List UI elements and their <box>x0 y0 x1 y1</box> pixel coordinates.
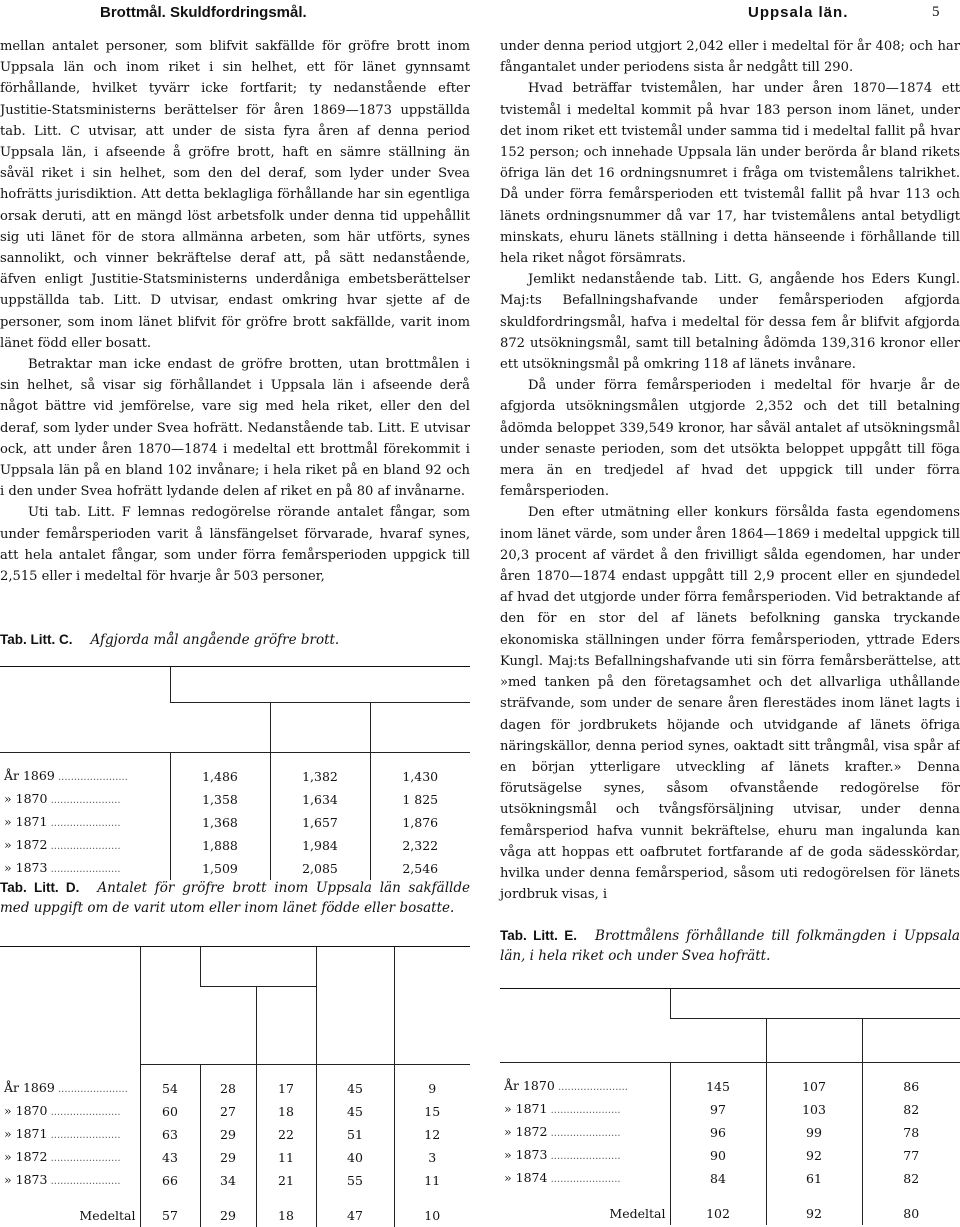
tab-d-total-cell: 47 <box>316 1204 394 1227</box>
tab-c-caption: Afgjorda mål angående gröfre brott. <box>90 632 340 648</box>
tab-c-row-year: » 1870 ...................... <box>4 790 121 806</box>
paragraph: mellan antalet personer, som blifvit sakfällde för gröfre brott inom Uppsala län och inom riket i sin helhet, ett för länet gynnsamt förhållande, hvilket tyvärr icke fortfarit; ty nedanstående efter Justitie-Statsministerns berättelser för åren 1869—1873 uppställda tab. Litt. C utvisar, att under de sista fyra åren af denna period Uppsala län, i afseende å gröfre brott, haft en sämre ställning än såväl riket i sin helhet, som den del deraf, som lyder under Svea hofrätts jurisdiktion. Att detta beklagliga förhållande har sin egentliga orsak deruti, att en mängd löst arbetsfolk under denna tid uppehållit sig uti länet för de stora allmänna arbeten, som här utförts, synes sannolikt, och vinner bekräftelse deraf att, på sätt nedanstående, äfven enligt Justitie-Statsministerns underdåniga embetsberättelser uppställda tab. Litt. D utvisar, endast omkring hvar sjette af de personer, som inom länet blifvit för gröfre brott sakfällde, varit inom länet född eller bosatt. <box>0 39 470 351</box>
tab-d-row-year: » 1873 ...................... <box>4 1171 121 1187</box>
tab-e-cell: 145 <box>670 1075 766 1098</box>
tab-d-row-year: » 1870 ...................... <box>4 1102 121 1118</box>
paragraph: Den efter utmätning eller konkurs försålda fasta egendomens inom länet värde, som under åren 1864—1869 i medeltal uppgick till 20,3 procent af värdet å den frivilligt sålda egendomen, har under åren 1870—1874 endast uppgått till 2,9 procent eller en sjundedel af hvad det utgjorde under förra femårsperioden. Vid betraktande af den för en stor del af länets befolkning ganska tryckande ekonomiska ställningen under förra femårsperioden, yttrade Eders Kungl. Maj:ts Befallningshafvande uti sin förra femårsberättelse, att »med tanken på den företagsamhet och det allvarliga uthållande sträfvande, som under de senare åren flerestädes inom länet lagts i dagen för jordbrukets höjande och utvidgande af länets öfriga näringskällor, denna period synes, oaktadt sitt trångmål, visa spår af en början ytterligare utveckling af länets krafter.» Denna förutsägelse synes, såsom ofvanstående redogörelse för utsökningsmål och tvångsförsäljning utvisar, under denna femårsperiod hafva vunnit bekräftelse, ehuru man ingalunda kan våga att hoppas ett oafbrutet fortfarande af de goda sädesskördar, hvilka under denna femårsperiod, såsom uti redogörelsen för länets jordbruk visas, i <box>500 505 960 903</box>
tab-c-cell: 1,358 <box>170 788 270 811</box>
tab-d-cell: 21 <box>256 1169 316 1192</box>
tab-c-cell: 1,876 <box>370 811 470 834</box>
tab-d-row <box>0 1146 470 1169</box>
paragraph: Jemlikt nedanstående tab. Litt. G, angående hos Eders Kungl. Maj:ts Befallningshafvande under femårsperioden afgjorda skuldfordringsmål, hafva i medeltal för dessa fem år blifvit afgjorda 872 utsökningsmål, samt till betalning ådömda 139,316 kronor eller ett utsökningsmål på omkring 118 af länets invånare. <box>500 272 960 373</box>
tab-d-cell: 43 <box>140 1146 200 1169</box>
tab-d-cell: 45 <box>316 1100 394 1123</box>
tab-d-cell: 11 <box>394 1169 470 1192</box>
tab-d-cell: 3 <box>394 1146 470 1169</box>
tab-e-cell: 96 <box>670 1121 766 1144</box>
tab-e-row <box>500 1075 960 1098</box>
tab-d-row <box>0 1077 470 1100</box>
tab-c-row <box>0 788 470 811</box>
tab-d-cell: 15 <box>394 1100 470 1123</box>
tab-c-cell: 1,509 <box>170 857 270 880</box>
tab-c-row <box>0 765 470 788</box>
tab-d-table <box>0 946 470 1227</box>
tab-c-cell: 1,486 <box>170 765 270 788</box>
tab-e-cell: 84 <box>670 1167 766 1190</box>
tab-e-row <box>500 1098 960 1121</box>
tab-d-cell: 27 <box>200 1100 256 1123</box>
tab-d-cell: 29 <box>200 1146 256 1169</box>
tab-d-label: Tab. Litt. D. <box>0 880 80 895</box>
paragraph: Då under förra femårsperioden i medeltal för hvarje år de afgjorda utsökningsmålen utgjorde 2,352 och det till betalning ådömda beloppet 339,549 kronor, har såväl antalet af utsökningsmål under senaste perioden, som det utsökta beloppet uppgått till föga mera än en tredjedel af hvad det uppgick till under förra femårsperioden. <box>500 378 960 500</box>
tab-c-table <box>0 666 470 880</box>
tab-c-col-header <box>370 703 470 753</box>
paragraph: Hvad beträffar tvistemålen, har under åren 1870—1874 ett tvistemål i medeltal kommit på hvar 183 person inom länet, under det inom riket ett tvistemål under samma tid i medeltal fallit på hvar 152 person; och innehade Uppsala län under berörda år bland rikets öfriga län det 16 ordningsnumret i fråga om tvistemålens talrikhet. Då under förra femårsperioden ett tvistemål fallit på hvar 113 och länets ordningsnummer då var 17, har tvistemålens antal betydligt minskats, ehuru länets ställning i detta hänseende i förhållande till hela riket något försämrats. <box>500 81 960 267</box>
tab-d-cell: 17 <box>256 1077 316 1100</box>
tab-d-cell: 11 <box>256 1146 316 1169</box>
tab-d-cell: 34 <box>200 1169 256 1192</box>
tab-c-cell: 1,888 <box>170 834 270 857</box>
tab-e-cell: 82 <box>862 1167 960 1190</box>
tab-d-col-header <box>140 947 200 1065</box>
tab-e-cell: 103 <box>766 1098 862 1121</box>
tab-c-row-year: » 1871 ...................... <box>4 813 121 829</box>
tab-d-row-year: » 1871 ...................... <box>4 1125 121 1141</box>
tab-e-row-year: » 1874 ...................... <box>504 1169 621 1185</box>
tab-c-col-header <box>270 703 370 753</box>
tab-d-total-cell: 29 <box>200 1204 256 1227</box>
tab-c-row-year: » 1872 ...................... <box>4 836 121 852</box>
tab-d-cell: 66 <box>140 1169 200 1192</box>
tab-d-col-header <box>200 987 256 1065</box>
tab-e-col-header <box>670 1019 766 1063</box>
running-head-left: Brottmål. Skuldfordringsmål. <box>100 4 307 21</box>
tab-c-cell: 1,634 <box>270 788 370 811</box>
tab-e-caption: Brottmålens förhållande till folkmängden i Uppsala län, i hela riket och under Svea hofrätt. <box>500 928 960 964</box>
tab-d-row <box>0 1100 470 1123</box>
right-column <box>500 36 960 905</box>
tab-d-cell: 12 <box>394 1123 470 1146</box>
tab-d-row-year: » 1872 ...................... <box>4 1148 121 1164</box>
tab-c-cell: 1,984 <box>270 834 370 857</box>
tab-e-cell: 92 <box>766 1144 862 1167</box>
tab-d-row <box>0 1123 470 1146</box>
tab-d-heading <box>0 878 470 918</box>
tab-c-col-header <box>170 703 270 753</box>
left-column <box>0 36 470 587</box>
tab-c-cell: 2,322 <box>370 834 470 857</box>
tab-d-cell: 40 <box>316 1146 394 1169</box>
tab-e-cell: 99 <box>766 1121 862 1144</box>
tab-e-label: Tab. Litt. E. <box>500 928 578 943</box>
tab-c-cell: 2,546 <box>370 857 470 880</box>
tab-d-col-header <box>200 947 316 987</box>
tab-d-col-header <box>256 987 316 1065</box>
tab-d-cell: 18 <box>256 1100 316 1123</box>
tab-c-row-year: År 1869 ...................... <box>4 767 128 783</box>
tab-e-heading <box>500 926 960 966</box>
tab-d-caption: Antalet för gröfre brott inom Uppsala län sakfällde med uppgift om de varit utom eller inom länet födde eller bosatte. <box>0 880 470 916</box>
tab-d-cell: 45 <box>316 1077 394 1100</box>
tab-e-row-year: » 1873 ...................... <box>504 1146 621 1162</box>
tab-d-row <box>0 1169 470 1192</box>
tab-e-total-cell: 80 <box>862 1202 960 1225</box>
tab-e-row-year: » 1871 ...................... <box>504 1100 621 1116</box>
tab-e-cell: 107 <box>766 1075 862 1098</box>
tab-d-cell: 63 <box>140 1123 200 1146</box>
tab-c-row-year: » 1873 ...................... <box>4 859 121 875</box>
tab-c-row <box>0 857 470 880</box>
tab-e-group-header <box>670 989 960 1019</box>
tab-d-cell: 9 <box>394 1077 470 1100</box>
tab-e-cell: 61 <box>766 1167 862 1190</box>
tab-c-group-header <box>170 667 470 703</box>
tab-d-cell: 54 <box>140 1077 200 1100</box>
tab-c-cell: 1,430 <box>370 765 470 788</box>
tab-e-total-cell: 102 <box>670 1202 766 1225</box>
tab-e-row <box>500 1121 960 1144</box>
tab-c-cell: 1,368 <box>170 811 270 834</box>
page-number: 5 <box>932 4 940 20</box>
running-head-center: Uppsala län. <box>748 4 849 21</box>
tab-c-cell: 1 825 <box>370 788 470 811</box>
tab-e-row-year: » 1872 ...................... <box>504 1123 621 1139</box>
tab-e-cell: 77 <box>862 1144 960 1167</box>
tab-c-row <box>0 811 470 834</box>
tab-d-cell: 29 <box>200 1123 256 1146</box>
tab-e-row-year: År 1870 ...................... <box>504 1077 628 1093</box>
tab-d-cell: 22 <box>256 1123 316 1146</box>
tab-e-row <box>500 1167 960 1190</box>
tab-d-total-cell: 10 <box>394 1204 470 1227</box>
paragraph: under denna period utgjort 2,042 eller i medeltal för år 408; och har fångantalet under periodens sista år nedgått till 290. <box>500 39 960 76</box>
tab-d-total-cell: 57 <box>140 1204 200 1227</box>
tab-d-cell: 51 <box>316 1123 394 1146</box>
tab-e-cell: 78 <box>862 1121 960 1144</box>
tab-c-row <box>0 834 470 857</box>
paragraph: Uti tab. Litt. F lemnas redogörelse rörande antalet fångar, som under femårsperioden varit å länsfängelset förvarade, hvaraf synes, att hela antalet fångar, som under förra femårsperioden uppgick till 2,515 eller i medeltal för hvarje år 503 personer, <box>0 505 470 585</box>
tab-e-cell: 82 <box>862 1098 960 1121</box>
tab-e-col-header <box>766 1019 862 1063</box>
tab-e-col-header <box>862 1019 960 1063</box>
tab-e-cell: 97 <box>670 1098 766 1121</box>
tab-e-total-cell: 92 <box>766 1202 862 1225</box>
tab-d-row-year: År 1869 ...................... <box>4 1079 128 1095</box>
tab-c-cell: 2,085 <box>270 857 370 880</box>
page-header <box>0 0 960 30</box>
tab-e-row <box>500 1144 960 1167</box>
tab-d-col-header <box>316 947 394 1065</box>
tab-e-total-label: Medeltal <box>609 1205 666 1221</box>
tab-d-total-label: Medeltal <box>79 1207 136 1223</box>
paragraph: Betraktar man icke endast de gröfre brotten, utan brottmålen i sin helhet, så visar sig förhållandet i Uppsala län i afseende derå något bättre vid jemförelse, vare sig med hela riket, eller den del deraf, som lyder under Svea hofrätt. Nedanstående tab. Litt. E utvisar ock, att under åren 1870—1874 i medeltal ett brottmål förekommit i Uppsala län på en bland 102 invånare; i hela riket på en bland 92 och i den under Svea hofrätt lydande delen af riket en på 80 af invånarne. <box>0 357 470 500</box>
tab-d-cell: 55 <box>316 1169 394 1192</box>
tab-e-cell: 86 <box>862 1075 960 1098</box>
tab-d-total-cell: 18 <box>256 1204 316 1227</box>
tab-d-col-header <box>394 947 470 1065</box>
tab-c-label: Tab. Litt. C. <box>0 632 73 647</box>
tab-e-total-row <box>500 1202 960 1225</box>
tab-d-cell: 28 <box>200 1077 256 1100</box>
tab-e-table <box>500 988 960 1225</box>
tab-c-heading <box>0 630 470 650</box>
tab-d-cell: 60 <box>140 1100 200 1123</box>
tab-c-cell: 1,382 <box>270 765 370 788</box>
tab-d-total-row <box>0 1204 470 1227</box>
tab-e-cell: 90 <box>670 1144 766 1167</box>
tab-c-cell: 1,657 <box>270 811 370 834</box>
